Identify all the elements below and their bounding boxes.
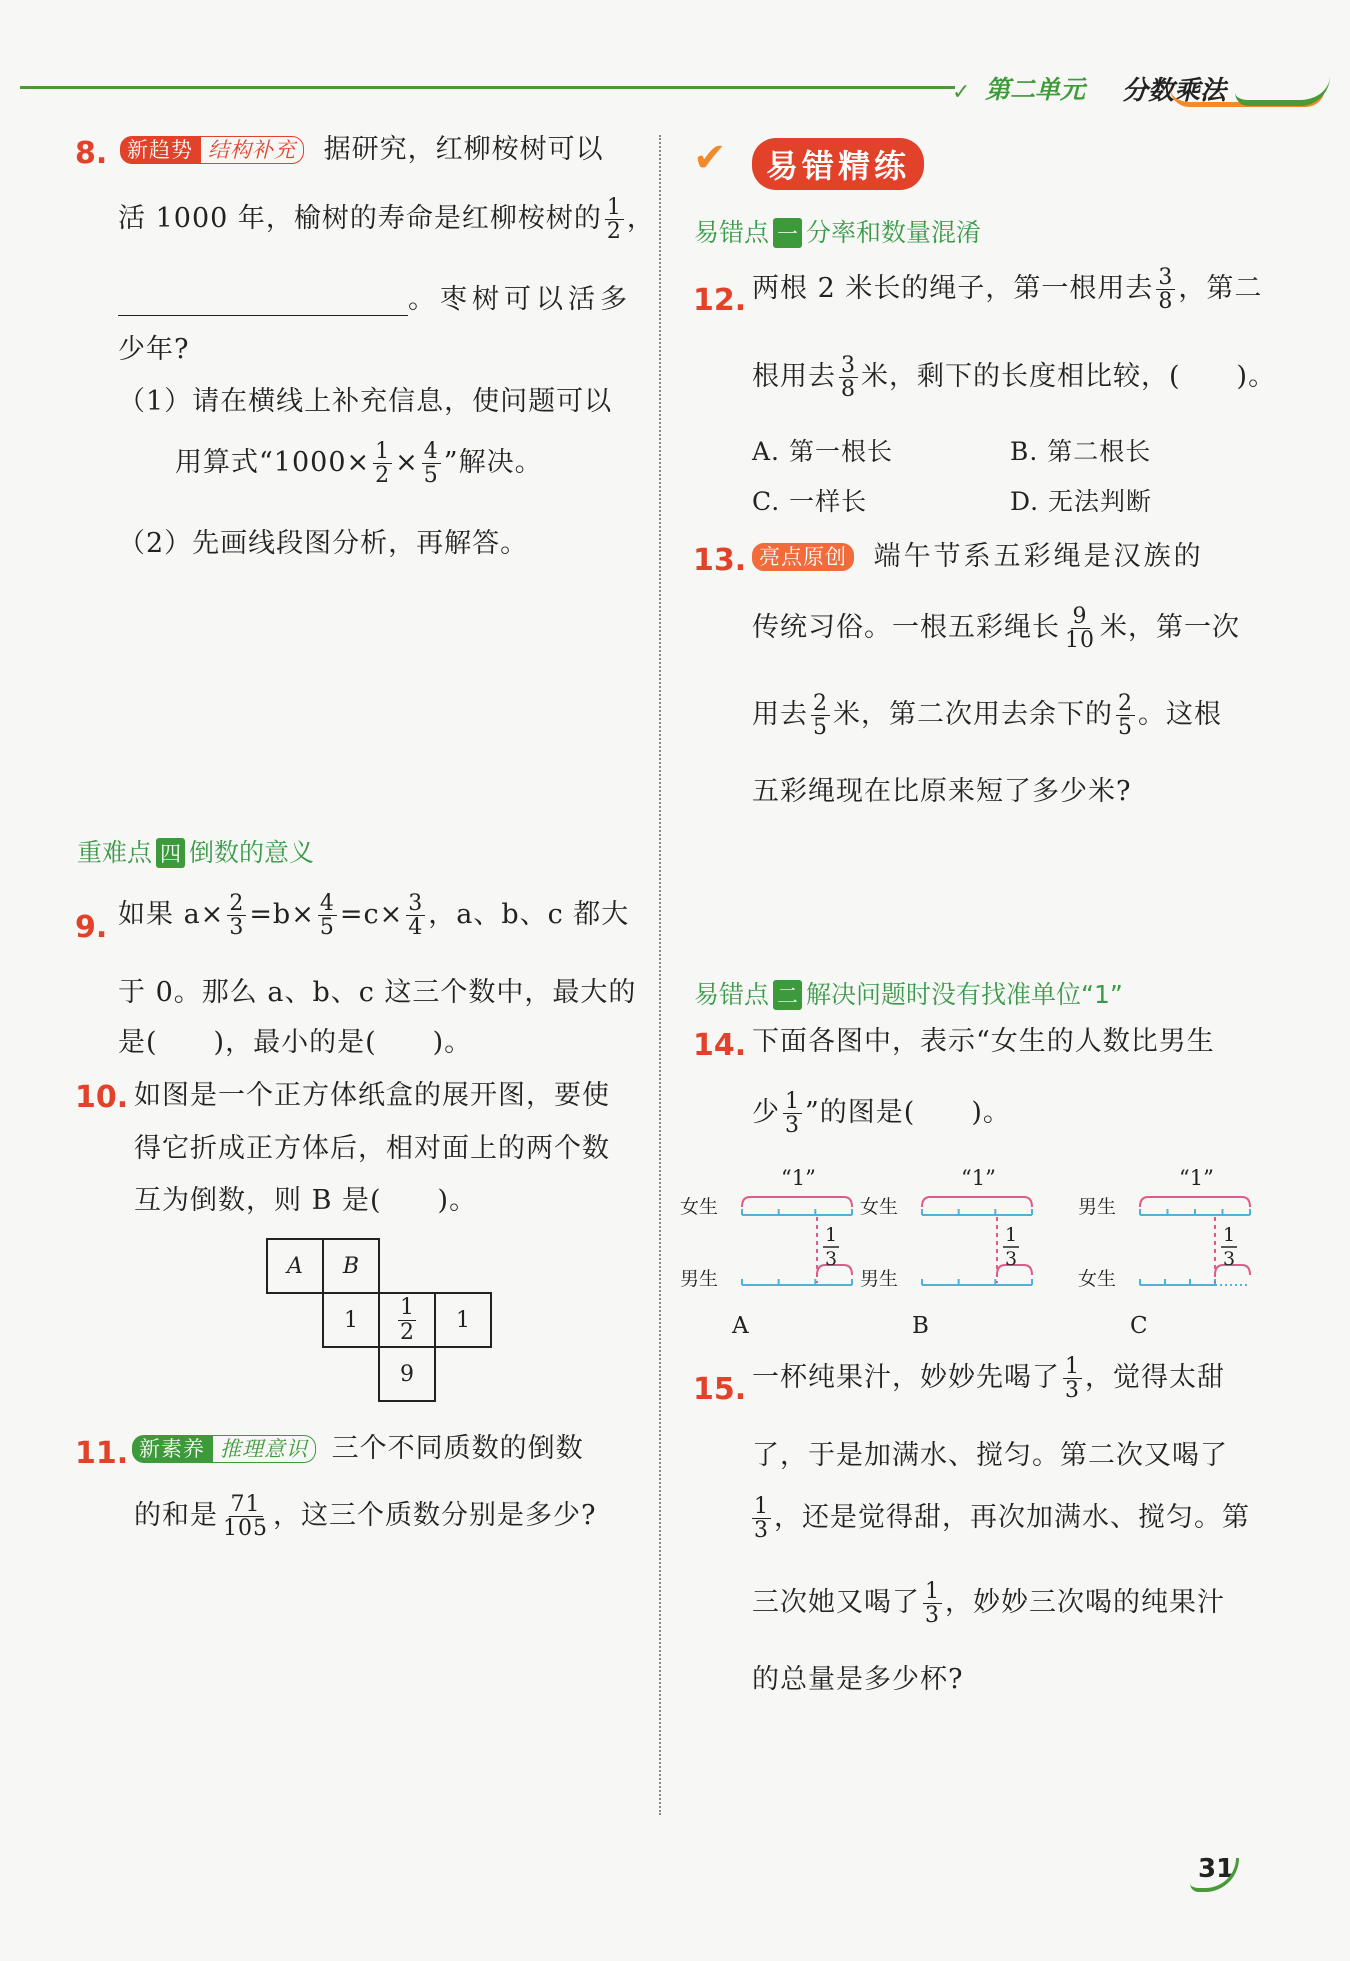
error2-title: 解决问题时没有找准单位“1” [806,980,1123,1009]
diagram-a-unit-label: “1” [781,1166,816,1190]
net-half-num: 1 [400,1295,414,1321]
q9-b: =b× [249,899,315,931]
q13-frac3-num: 2 [1118,691,1133,716]
q12-frac2-den: 8 [841,377,856,403]
q15-answer-area[interactable] [752,1710,1262,1820]
q8-frac-den: 2 [606,219,622,245]
section4-box: 四 [156,838,185,868]
q9-d: ，a、b、c 都大 [428,899,630,931]
q15-frac1 [1063,1355,1082,1402]
diagram-b-letter: B [912,1313,929,1339]
q12-frac2-num: 3 [841,353,856,378]
q11-frac-num: 71 [230,1492,261,1517]
section-key-point-4 [77,833,314,869]
q13-frac2-den: 5 [813,715,828,741]
q15-frac2 [752,1495,771,1542]
net-cell-a-text: A [287,1253,303,1279]
q15-line5: 的总量是多少杯? [752,1664,964,1695]
header-rule [20,86,955,89]
section-error-2 [694,975,1123,1011]
q8-sub1-pre: 用算式“1000× [175,447,371,479]
q13-l3a: 用去 [752,699,808,731]
q11-tag [132,1437,316,1462]
diagram-b-frac-num: 1 [1005,1224,1018,1246]
q9-frac3-den: 4 [408,915,424,941]
net-cell-1b [434,1292,492,1348]
q8-line1 [120,134,604,166]
q8-tag [120,138,304,163]
q9-number: 9. [75,910,108,945]
q11-tag-a: 新素养 [132,1435,212,1463]
net-half-den: 2 [400,1319,414,1345]
diagram-c-top-brace [1140,1197,1250,1207]
error1-pre: 易错点 [694,218,770,247]
q15-l3: ，还是觉得甜，再次加满水、搅匀。第 [774,1502,1250,1534]
error2-box: 二 [773,980,802,1010]
banner-icon: ✔ [693,135,727,181]
q13-frac3 [1116,692,1135,739]
page-number: 31 [1198,1854,1235,1884]
q13-frac1 [1063,605,1097,652]
q8-line2 [118,196,655,243]
q13-tag-text: 亮点原创 [752,543,854,571]
q11-line1 [132,1433,584,1465]
q8-sub1-frac1-num: 1 [375,439,391,464]
diagram-c-bottom-label: 女生 [1078,1268,1117,1290]
diagram-a-frac-num: 1 [825,1224,838,1246]
q14-frac-den: 3 [785,1113,800,1139]
q8-line3 [118,284,632,316]
q11-text1: 三个不同质数的倒数 [331,1433,584,1464]
q12-l2a: 根用去 [752,361,836,393]
q8-sub1-frac2-num: 4 [423,439,439,464]
q8-text3: 。枣树可以活多 [408,284,632,315]
q13-frac3-den: 5 [1118,715,1133,741]
q12-frac2 [839,354,858,401]
q13-l3b: 米，第二次用去余下的 [833,699,1113,731]
q15-frac3-den: 3 [925,1603,940,1629]
q14-frac [783,1090,802,1137]
net-cell-9 [378,1346,436,1402]
q9-frac3 [406,892,425,939]
q13-frac1-num: 9 [1072,604,1088,629]
q8-sub1-post: ”解决。 [443,447,543,479]
error1-title: 分率和数量混淆 [806,218,982,247]
q8-fill-blank[interactable] [118,293,408,316]
q8-number: 8. [75,136,108,171]
header-swoosh-green [1235,76,1330,106]
q8-sub2: （2）先画线段图分析，再解答。 [118,528,529,559]
q14-number: 14. [693,1028,747,1063]
net-cell-b [322,1238,380,1294]
q11-frac-den: 105 [223,1516,268,1542]
q8-tag-a: 新趋势 [120,136,200,164]
q11-tag-b: 推理意识 [212,1435,316,1463]
q15-frac1-num: 1 [1065,1354,1080,1379]
q10-line2: 得它折成正方体后，相对面上的两个数 [134,1133,610,1164]
q15-frac3 [923,1580,942,1627]
q9-line1 [118,892,629,939]
q11-frac [221,1493,270,1540]
q8-sub1-line2 [175,440,543,487]
q13-answer-area[interactable] [752,820,1262,960]
diagram-c-frac-den: 3 [1223,1248,1236,1270]
diagram-b-unit-label: “1” [961,1166,996,1190]
diagram-b-top-label: 女生 [860,1196,899,1218]
check-icon: ✓ [952,80,971,105]
q15-l4a: 三次她又喝了 [752,1587,920,1619]
section4-pre: 重难点 [77,838,153,867]
q8-text2a: 活 1000 年，榆树的寿命是红柳桉树的 [118,203,602,235]
q9-frac2-den: 5 [319,915,335,941]
q10-number: 10. [75,1080,129,1115]
q9-frac2-num: 4 [319,891,335,916]
page-number-swoosh [1190,1858,1239,1892]
q12-frac1 [1156,266,1175,313]
q13-l2b: 米，第一次 [1100,612,1240,644]
q9-frac1-num: 2 [229,891,245,916]
q11-text2a: 的和是 [134,1500,218,1532]
q8-text2b: ， [626,203,655,235]
q14-l2a: 少 [752,1097,780,1129]
q15-line4 [752,1580,1225,1627]
q12-l2b: 米，剩下的长度相比较，( )。 [861,361,1277,393]
q8-sub1-frac2-den: 5 [423,463,439,489]
q11-number: 11. [75,1436,129,1471]
q15-line1 [752,1355,1225,1402]
q13-frac2 [811,692,830,739]
q10-line3: 互为倒数，则 B 是( )。 [134,1185,478,1216]
q14-diagrams-svg [680,1155,1280,1345]
q15-l1a: 一杯纯果汁，妙妙先喝了 [752,1362,1060,1394]
q8-text1: 据研究，红柳桉树可以 [323,134,604,165]
q14-line1: 下面各图中，表示“女生的人数比男生 [752,1026,1215,1057]
q15-number: 15. [693,1372,747,1407]
net-cell-half [378,1292,436,1348]
q8-answer-area[interactable] [118,575,628,810]
diagram-c-frac-num: 1 [1223,1224,1236,1246]
q9-line2: 于 0。那么 a、b、c 这三个数中，最大的 [118,977,637,1008]
unit-title: 第二单元 [985,75,1086,104]
q8-tag-b: 结构补充 [200,136,304,164]
q10-line1: 如图是一个正方体纸盒的展开图，要使 [134,1080,610,1111]
q8-sub1-frac1 [373,440,392,487]
q13-tag [752,545,854,570]
q12-line2 [752,354,1276,401]
q8-sub1-times: × [395,447,419,479]
diagram-b-top-brace [922,1197,1032,1207]
q15-frac1-den: 3 [1065,1378,1080,1404]
net-cell-b-text: B [342,1253,360,1279]
net-cell-half-frac [398,1296,416,1343]
q11-text2b: ，这三个质数分别是多少? [273,1500,597,1532]
q12-line1 [752,266,1262,313]
diagram-c-top-label: 男生 [1078,1196,1117,1218]
q9-c: =c× [339,899,404,931]
section4-title: 倒数的意义 [189,838,315,867]
net-cell-1-text: 1 [344,1307,358,1333]
q13-number: 13. [693,543,747,578]
diagram-a-bottom-label: 男生 [680,1268,719,1290]
net-cell-a [266,1238,324,1294]
q9-frac3-num: 3 [408,891,424,916]
q14-line2 [752,1090,1011,1137]
q14-frac-num: 1 [785,1089,800,1114]
q14-l2b: ”的图是( )。 [805,1097,1011,1129]
q12-option-b[interactable]: B. 第二根长 [1010,437,1152,466]
q8-line4: 少年? [118,334,190,365]
q14-diagrams [680,1155,1280,1345]
q12-l1b: ，第二 [1178,273,1263,305]
diagram-c-unit-label: “1” [1179,1166,1214,1190]
q12-l1a: 两根 2 米长的绳子，第一根用去 [752,273,1154,305]
q13-l2a: 传统习俗。一根五彩绳长 [752,612,1060,644]
q11-line2 [134,1493,596,1540]
diagram-a-top-label: 女生 [680,1196,719,1218]
q12-option-d[interactable]: D. 无法判断 [1010,487,1153,516]
q12-option-a[interactable]: A. 第一根长 [752,437,893,466]
error2-pre: 易错点 [694,980,770,1009]
q13-frac2-num: 2 [813,691,828,716]
q15-l1b: ，觉得太甜 [1085,1362,1225,1394]
q8-sub1-frac1-den: 2 [375,463,391,489]
banner-text: 易错精练 [752,138,924,190]
chapter-title: 分数乘法 [1122,76,1227,106]
q13-line1 [752,541,1204,573]
net-cell-9-text: 9 [400,1361,414,1387]
q8-frac-num: 1 [606,195,622,220]
q13-line3 [752,692,1222,739]
q8-sub1-line1: （1）请在横线上补充信息，使问题可以 [118,386,613,417]
q12-number: 12. [693,283,747,318]
q15-frac2-num: 1 [754,1494,769,1519]
q15-line2: 了，于是加满水、搅匀。第二次又喝了 [752,1440,1228,1471]
diagram-c-letter: C [1130,1313,1148,1339]
q13-frac1-den: 10 [1065,628,1095,654]
q13-line2 [752,605,1240,652]
q11-answer-area[interactable] [118,1560,628,1810]
q9-a: 如果 a× [118,899,225,931]
column-divider [659,135,661,1815]
q13-text1: 端午节系五彩绳是汉族的 [873,541,1204,572]
q12-option-c[interactable]: C. 一样长 [752,487,868,516]
net-cell-1b-text: 1 [456,1307,470,1333]
q9-frac2 [318,892,337,939]
diagram-b-bottom-label: 男生 [860,1268,899,1290]
q9-frac1 [227,892,246,939]
diagram-a-frac-den: 3 [825,1248,838,1270]
q15-line3 [752,1495,1250,1542]
q15-frac3-num: 1 [925,1579,940,1604]
q8-fraction [605,196,624,243]
diagram-a-top-brace [742,1197,852,1207]
diagram-b-frac-den: 3 [1005,1248,1018,1270]
q12-frac1-den: 8 [1158,289,1174,315]
q15-frac2-den: 3 [754,1518,769,1544]
q9-line3: 是( )，最小的是( )。 [118,1027,473,1058]
q15-l4b: ，妙妙三次喝的纯果汁 [945,1587,1225,1619]
q13-line4: 五彩绳现在比原来短了多少米? [752,776,1132,807]
error1-box: 一 [773,218,802,248]
q13-l3c: 。这根 [1138,699,1222,731]
q8-sub1-frac2 [422,440,441,487]
diagram-a-letter: A [732,1313,749,1339]
net-cell-1 [322,1292,380,1348]
q12-frac1-num: 3 [1158,265,1174,290]
q9-frac1-den: 3 [229,915,245,941]
section-error-1 [694,213,981,249]
banner-title [752,138,924,190]
